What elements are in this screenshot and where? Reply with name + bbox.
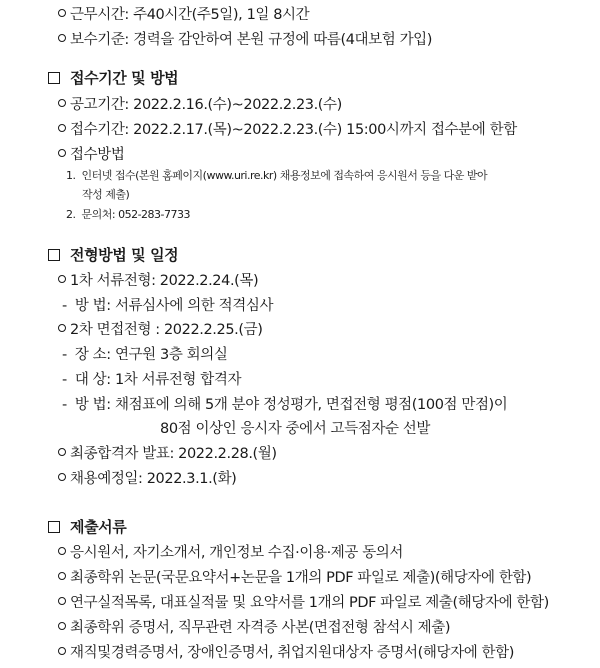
section-heading-reception: 접수기간 및 방법 bbox=[48, 68, 178, 88]
document-item: 연구실적목록, 대표실적물 및 요약서를 1개의 PDF 파일로 제출(해당자에 한함) bbox=[58, 593, 549, 613]
ring-bullet-icon bbox=[58, 34, 66, 42]
section-heading-selection: 전형방법 및 일정 bbox=[48, 245, 178, 265]
square-bullet-icon bbox=[48, 521, 60, 533]
ring-bullet-icon bbox=[58, 124, 66, 132]
round2-item: 2차 면접전형 : 2022.2.25.(금) bbox=[58, 320, 263, 340]
ring-bullet-icon bbox=[58, 448, 66, 456]
document-item: 최종학위 증명서, 직무관련 자격증 사본(면접전형 참석시 제출) bbox=[58, 618, 450, 638]
salary-item: 보수기준: 경력을 감안하여 본원 규정에 따름(4대보험 가입) bbox=[58, 30, 432, 50]
document-item: 응시원서, 자기소개서, 개인정보 수집·이용·제공 동의서 bbox=[58, 543, 403, 563]
ring-bullet-icon bbox=[58, 9, 66, 17]
round2-target-item: - 대 상: 1차 서류전형 합격자 bbox=[62, 372, 242, 388]
ring-bullet-icon bbox=[58, 275, 66, 283]
reception-period-item: 접수기간: 2022.2.17.(목)~2022.2.23.(수) 15:00시까지 접수분에 한함 bbox=[58, 120, 517, 140]
ring-bullet-icon bbox=[58, 473, 66, 481]
round2-place-item: - 장 소: 연구원 3층 회의실 bbox=[62, 347, 228, 363]
reception-method-item: 접수방법 bbox=[58, 145, 124, 165]
ring-bullet-icon bbox=[58, 572, 66, 580]
document-item: 최종학위 논문(국문요약서+논문을 1개의 PDF 파일로 제출)(해당자에 한함) bbox=[58, 568, 531, 588]
ring-bullet-icon bbox=[58, 324, 66, 332]
round1-item: 1차 서류전형: 2022.2.24.(목) bbox=[58, 271, 258, 291]
section-heading-documents: 제출서류 bbox=[48, 517, 126, 537]
ring-bullet-icon bbox=[58, 647, 66, 655]
method-line-1-cont: 작성 제출) bbox=[82, 188, 130, 201]
work-hours-item: 근무시간: 주40시간(주5일), 1일 8시간 bbox=[58, 5, 309, 25]
hire-date-item: 채용예정일: 2022.3.1.(화) bbox=[58, 469, 236, 489]
method-line-2: 2. 문의처: 052-283-7733 bbox=[66, 208, 191, 221]
round2-method-item: - 방 법: 채점표에 의해 5개 분야 정성평가, 면접전형 평점(100점 만점)이 bbox=[62, 397, 508, 413]
square-bullet-icon bbox=[48, 249, 60, 261]
final-announce-item: 최종합격자 발표: 2022.2.28.(월) bbox=[58, 444, 277, 464]
announce-period-item: 공고기간: 2022.2.16.(수)~2022.2.23.(수) bbox=[58, 95, 342, 115]
ring-bullet-icon bbox=[58, 547, 66, 555]
ring-bullet-icon bbox=[58, 622, 66, 630]
ring-bullet-icon bbox=[58, 149, 66, 157]
document-item: 재직및경력증명서, 장애인증명서, 취업지원대상자 증명서(해당자에 한함) bbox=[58, 643, 514, 663]
method-line-1: 1. 인터넷 접수(본원 홈페이지(www.uri.re.kr) 채용정보에 접속하여 응시원서 등을 다운 받아 bbox=[66, 169, 488, 182]
ring-bullet-icon bbox=[58, 99, 66, 107]
round2-method-cont: 80점 이상인 응시자 중에서 고득점자순 선발 bbox=[160, 421, 431, 437]
ring-bullet-icon bbox=[58, 597, 66, 605]
round1-method-item: - 방 법: 서류심사에 의한 적격심사 bbox=[62, 298, 274, 314]
square-bullet-icon bbox=[48, 72, 60, 84]
